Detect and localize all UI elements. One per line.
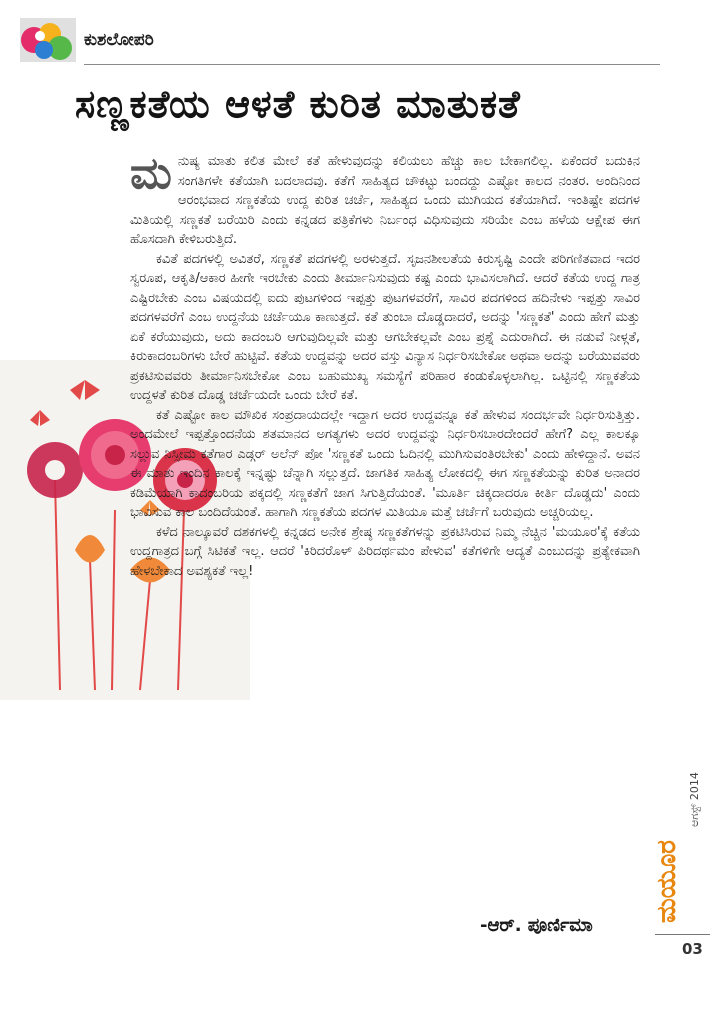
drop-cap: ಮ xyxy=(130,148,172,199)
paragraph-text: ಕವಿತೆ ಪದಗಳಲ್ಲಿ ಅವಿತರೆ, ಸಣ್ಣಕತೆ ಪದಗಳಲ್ಲಿ ಅರಳುತ್ತದೆ. ಸೃಜನಶೀಲತೆಯ ಕಿರುಸೃಷ್ಟಿ ಎಂದೇ ಪರಿಗಣಿತವಾದ ಇದರ ಸ್ವರೂಪ, ಆಕೃತಿ/ಆಕಾರ ಹೀಗೇ ಇರಬೇಕು ಎಂದು ತೀರ್ಮಾನಿಸುವುದು ಕಷ್ಟ ಎಂದು ಭಾವಿಸಲಾಗಿದೆ. ಆದರೆ ಕತೆಯ ಉದ್ದ ಗಾತ್ರ ಎಷ್ಟಿರಬೇಕು ಎಂಬ ವಿಷಯದಲ್ಲಿ ಐದು ಪುಟಗಳಿಂದ ಇಪ್ಪತ್ತು ಪುಟಗಳವರೆಗೆ, ಸಾವಿರ ಪದಗಳಿಂದ ಹದಿನೇಳು ಇಪ್ಪತ್ತು ಸಾವಿರ ಪದಗಳವರೆಗೆ ಎಂಬ ಉದ್ದನೆಯ ಚರ್ಚೆಯೂ ಕಾಣುತ್ತದೆ. ಕತೆ ತುಂಬಾ ದೊಡ್ಡದಾದರೆ, ಅದನ್ನು 'ಸಣ್ಣಕತೆ' ಎಂದು ಹೇಗೆ ಮತ್ತು ಏಕೆ ಕರೆಯುವುದು, ಅದು ಕಾದಂಬರಿ ಆಗುವುದಿಲ್ಲವೇ ಮತ್ತು ಆಗಬೇಕಲ್ಲವೇ ಎಂಬ ಪ್ರಶ್ನೆ ಎದುರಾಗಿದೆ. ಈ ನಡುವೆ ನೀಳ್ಗತೆ, ಕಿರುಕಾದಂಬರಿಗಳು ಬೇರೆ ಹುಟ್ಟಿವೆ. ಕತೆಯ ಉದ್ದವನ್ನು ಅದರ ವಸ್ತು ವಿನ್ಯಾಸ ನಿರ್ಧರಿಸಬೇಕೋ ಅಥವಾ ಅದನ್ನು ಬರೆಯುವವರು ಪ್ರಕಟಿಸುವವರು ತೀರ್ಮಾನಿಸಬೇಕೋ ಎಂಬ ಬಹುಮುಖ್ಯ ಸಮಸ್ಯೆಗೆ ಪರಿಹಾರ ಕಂಡುಕೊಳ್ಳಲಾಗಿಲ್ಲ. ಒಟ್ಟಿನಲ್ಲಿ ಸಣ್ಣಕತೆಯ ಉದ್ದಳತೆ ಕುರಿತ ದೊಡ್ಡ ಚರ್ಚೆಯದೇ ಒಂದು ಬೇರೆ ಕತೆ. xyxy=(130,251,640,403)
paragraph: ಕತೆ ಎಷ್ಟೋ ಕಾಲ ಮೌಖಿಕ ಸಂಪ್ರದಾಯದಲ್ಲೇ ಇದ್ದಾಗ ಅದರ ಉದ್ದವನ್ನೂ ಕತೆ ಹೇಳುವ ಸಂದರ್ಭವೇ ನಿರ್ಧರಿಸುತ್ತಿತ್ತು. ಅಂದಮೇಲೆ ಇಪ್ಪತ್ತೊಂದನೆಯ ಶತಮಾನದ ಅಗತ್ಯಗಳು ಅದರ ಉದ್ದವನ್ನು ನಿರ್ಧರಿಸಬಾರದೇಂದರೆ ಹೇಗೆ? ಎಲ್ಲ ಕಾಲಕ್ಕೂ ಸಲ್ಲುವ ನಿಸ್ಸೀಮ ಕತೆಗಾರ ಎಡ್ಗರ್ ಅಲೆನ್ ಪೋ 'ಸಣ್ಣಕತೆ ಒಂದು ಓದಿನಲ್ಲಿ ಮುಗಿಸುವಂತಿರಬೇಕು' ಎಂದು ಹೇಳಿದ್ದಾನೆ. ಅವನ ಈ ಮಾತು ಇಂದಿನ ಕಾಲಕ್ಕೆ ಇನ್ನಷ್ಟು ಚೆನ್ನಾಗಿ ಸಲ್ಲುತ್ತದೆ. ಜಾಗತಿಕ ಸಾಹಿತ್ಯ ಲೋಕದಲ್ಲಿ ಈಗ ಸಣ್ಣಕತೆಯನ್ನು ಕುರಿತ ಅನಾದರ ಕಡಿಮೆಯಾಗಿ ಕಾದಂಬರಿಯ ಪಕ್ಕದಲ್ಲಿ ಸಣ್ಣಕತೆಗೆ ಜಾಗ ಸಿಗುತ್ತಿದೆಯಂತೆ. 'ಮೂರ್ತಿ ಚಿಕ್ಕದಾದರೂ ಕೀರ್ತಿ ದೊಡ್ಡದು' ಎಂದು ಭಾವಿಸುವ ಕಾಲ ಬಂದಿದೆಯಂತೆ. ಹಾಗಾಗಿ ಸಣ್ಣಕತೆಯ ಪದಗಳ ಮಿತಿಯೂ ಮತ್ತೆ ಚರ್ಚೆಗೆ ಬರುವುದು ಅಚ್ಚರಿಯಲ್ಲ. xyxy=(130,407,640,520)
page-number-divider xyxy=(655,934,710,935)
issue-date: ಆಗಸ್ಟ್ 2014 xyxy=(688,772,701,827)
colorful-circles-logo-icon xyxy=(20,18,76,62)
magazine-name: ಮಯೂರ xyxy=(652,840,682,923)
paragraph xyxy=(130,250,640,406)
page-number: 03 xyxy=(682,940,703,958)
section-label: ಕುಶಲೋಪರಿ xyxy=(84,30,154,50)
page-header xyxy=(20,18,640,66)
paragraph-text: ನುಷ್ಯ ಮಾತು ಕಲಿತ ಮೇಲೆ ಕತೆ ಹೇಳುವುದನ್ನು ಕಲಿಯಲು ಹೆಚ್ಚು ಕಾಲ ಬೇಕಾಗಲಿಲ್ಲ. ಏಕೆಂದರೆ ಬದುಕಿನ ಸಂಗತಿಗಳೇ ಕತೆಯಾಗಿ ಬದಲಾದವು. ಕತೆಗೆ ಸಾಹಿತ್ಯದ ಚೌಕಟ್ಟು ಬಂದದ್ದು ಎಷ್ಟೋ ಕಾಲದ ನಂತರ. ಅಂದಿನಿಂದ ಆರಂಭವಾದ ಸಣ್ಣಕತೆಯ ಉದ್ದ ಕುರಿತ ಚರ್ಚೆ, ಸಾಹಿತ್ಯದ ಒಂದು ಮುಗಿಯದ ಕತೆಯಾಗಿದೆ. ಇಂತಿಷ್ಟೇ ಪದಗಳ ಮಿತಿಯಲ್ಲಿ ಸಣ್ಣಕತೆ ಬರೆಯಿರಿ ಎಂದು ಕನ್ನಡದ ಪತ್ರಿಕೆಗಳು ನಿರ್ಬಂಧ ವಿಧಿಸುವುದು ಸರಿಯೇ ಎಂಬ ಹಳೆಯ ಆಕ್ಷೇಪ ಈಗ ಹೊಸದಾಗಿ ಕೇಳಿಬರುತ್ತಿದೆ. xyxy=(130,154,640,247)
paragraph xyxy=(130,148,640,250)
article-body xyxy=(130,148,640,581)
paragraph: ಕಳೆದ ನಾಲ್ಕೂವರೆ ದಶಕಗಳಲ್ಲಿ ಕನ್ನಡದ ಅನೇಕ ಶ್ರೇಷ್ಠ ಸಣ್ಣಕತೆಗಳನ್ನು ಪ್ರಕಟಿಸಿರುವ ನಿಮ್ಮ ನೆಚ್ಚಿನ 'ಮಯೂರ'ಕ್ಕೆ ಕತೆಯ ಉದ್ದಗಾತ್ರದ ಬಗ್ಗೆ ಸಿಟಿಕತೆ ಇಲ್ಲ. ಆದರೆ 'ಕಿರಿದರೊಳ್ ಪಿರಿದರ್ಥಮಂ ಪೇಳುವ' ಕತೆಗಳಿಗೇ ಆದ್ಯತೆ ಎಂಬುದನ್ನು ಪ್ರತ್ಯೇಕವಾಗಿ ಹೇಳಬೇಕಾದ ಅವಶ್ಯಕತೆ ಇಲ್ಲ! xyxy=(130,524,640,579)
header-divider xyxy=(84,64,660,65)
article-title: ಸಣ್ಣಕತೆಯ ಆಳತೆ ಕುರಿತ ಮಾತುಕತೆ xyxy=(75,82,521,126)
author-signature: -ಆರ್. ಪೂರ್ಣಿಮಾ xyxy=(480,915,593,936)
magazine-masthead xyxy=(652,745,710,925)
